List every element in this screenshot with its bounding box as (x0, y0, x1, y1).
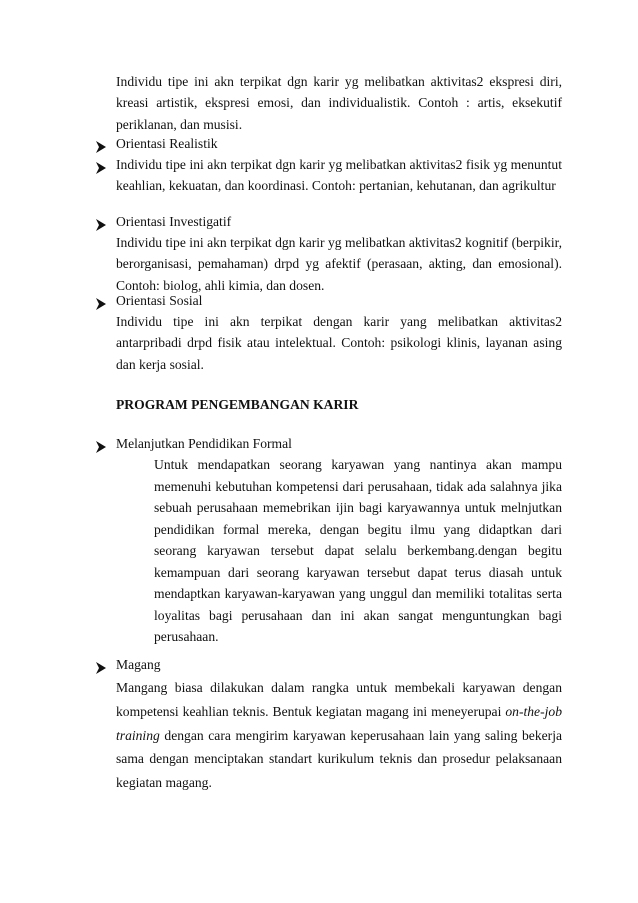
magang-text-before: Mangang biasa dilakukan dalam rangka untuk membekali karyawan dengan kompetensi keahlian teknis. Bentuk kegiatan magang ini meneyerupai (116, 680, 562, 719)
orientation-sosial-text: Individu tipe ini akn terpikat dengan karir yang melibatkan aktivitas2 antarpribadi drpd fisik atau intelektual. Contoh: psikologi klinis, layanan asing dan kerja sosial. (116, 314, 562, 372)
orientation-investigatif-text: Individu tipe ini akn terpikat dgn karir yg melibatkan aktivitas2 kognitif (berpikir, berorganisasi, pemahaman) drpd yg afektif (perasaan, akting, dan emosional). Contoh: biolog, ahli kimia, dan dosen. (116, 235, 562, 293)
program-item-magang-label: Magang (116, 657, 161, 672)
program-item-magang-text (116, 676, 562, 795)
intro-paragraph: Individu tipe ini akn terpikat dgn karir yg melibatkan aktivitas2 ekspresi diri, kreasi artistik, ekspresi emosi, dan individualistik. Contoh : artis, eksekutif periklanan, dan musisi. (116, 74, 562, 132)
program-item-pendidikan-label: Melanjutkan Pendidikan Formal (116, 436, 292, 451)
orientation-investigatif-label: Orientasi Investigatif (116, 214, 232, 229)
section-heading: PROGRAM PENGEMBANGAN KARIR (116, 397, 359, 412)
arrowhead-bullet-icon (94, 161, 108, 175)
orientation-realistik-label: Orientasi Realistik (116, 136, 218, 151)
program-item-pendidikan-text: Untuk mendapatkan seorang karyawan yang nantinya akan mampu memenuhi kebutuhan kompetensi dari perusahaan, tidak ada salahnya jika sebuah perusahaan memebrikan ijin bagi karyawannya untuk melnjutkan pendidikan formal mereka, dengan begitu ilmu yang didaptkan dari seorang karyawan tersebut dapat selalu berkembang.dengan begitu kemampuan dari seorang karyawan tersebut dapat terus diasah untuk mendaptkan karyawan-karyawan yang unggul dan memiliki totalitas serta loyalitas bagi perusahaan dan ini akan sangat menguntungkan bagi perusahaan. (154, 457, 562, 644)
orientation-realistik-text: Individu tipe ini akn terpikat dgn karir yg melibatkan aktivitas2 fisik yg menuntut keahlian, kekuatan, dan koordinasi. Contoh: pertanian, kehutanan, dan agrikultur (116, 157, 562, 194)
arrowhead-bullet-icon (94, 661, 108, 675)
arrowhead-bullet-icon (94, 440, 108, 454)
orientation-sosial-label: Orientasi Sosial (116, 293, 203, 308)
magang-text-after: dengan cara mengirim karyawan keperusahaan lain yang saling bekerja sama dengan menciptakan standart kurikulum teknis dan prosedur pelaksanaan kegiatan magang. (116, 727, 562, 791)
magang-text-italic: on-the-job training (116, 703, 562, 743)
arrowhead-bullet-icon (94, 297, 108, 311)
arrowhead-bullet-icon (94, 140, 108, 154)
arrowhead-bullet-icon (94, 218, 108, 232)
